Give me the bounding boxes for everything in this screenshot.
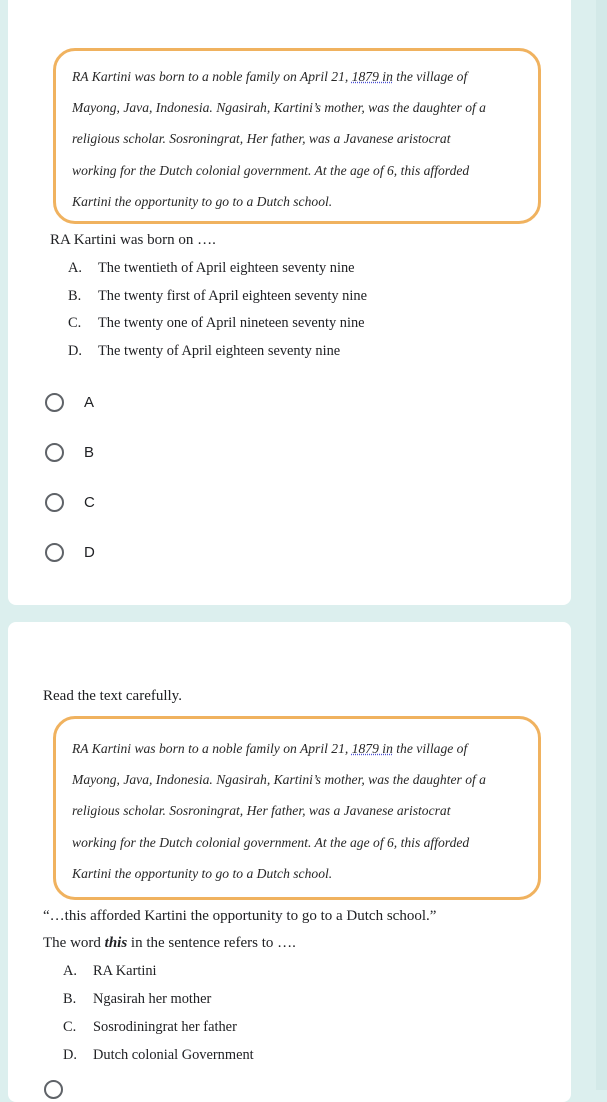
page-edge bbox=[596, 0, 607, 1090]
choice-a[interactable] bbox=[45, 389, 94, 415]
passage-line: RA Kartini was born to a noble family on April 21, 1879 in the village of bbox=[72, 741, 468, 756]
choice-label-a: A bbox=[84, 393, 95, 411]
quoted-sentence: “…this afforded Kartini the opportunity to go to a Dutch school.” bbox=[43, 908, 437, 924]
passage-line: working for the Dutch colonial government. At the age of 6, this afforded bbox=[72, 834, 470, 850]
choice-b[interactable] bbox=[45, 439, 94, 465]
option-text-c: C. Sosrodiningrat her father bbox=[63, 1019, 237, 1035]
option-text-a: A. The twentieth of April eighteen seventy nine bbox=[68, 260, 355, 276]
choice-label-d: D bbox=[84, 543, 95, 561]
question-text: The word this in the sentence refers to …. bbox=[43, 935, 296, 951]
radio-button-b[interactable] bbox=[45, 443, 64, 462]
passage-line: Mayong, Java, Indonesia. Ngasirah, Kartini’s mother, was the daughter of a bbox=[72, 772, 486, 788]
passage-line: Kartini the opportunity to go to a Dutch school. bbox=[72, 865, 333, 881]
choice-label-b: B bbox=[84, 443, 95, 461]
option-text-a: A. RA Kartini bbox=[63, 963, 157, 979]
radio-button-a[interactable] bbox=[45, 393, 64, 412]
reading-passage bbox=[53, 48, 541, 224]
passage-line: RA Kartini was born to a noble family on April 21, 1879 in the village of bbox=[72, 69, 468, 84]
option-text-c: C. The twenty one of April nineteen seventy nine bbox=[68, 315, 365, 331]
reading-passage bbox=[53, 716, 541, 900]
passage-line: working for the Dutch colonial government. At the age of 6, this afforded bbox=[72, 162, 470, 178]
choice-c[interactable] bbox=[45, 489, 95, 515]
passage-line: religious scholar. Sosroningrat, Her father, was a Javanese aristocrat bbox=[72, 131, 451, 147]
question-card-2 bbox=[8, 622, 571, 1102]
choice-label-c: C bbox=[84, 493, 95, 511]
option-text-d: D. The twenty of April eighteen seventy nine bbox=[68, 343, 341, 359]
option-text-d: D. Dutch colonial Government bbox=[63, 1047, 254, 1063]
question-card-1 bbox=[8, 0, 571, 605]
radio-button-c[interactable] bbox=[45, 493, 64, 512]
option-text-b: B. Ngasirah her mother bbox=[63, 991, 212, 1007]
option-text-b: B. The twenty first of April eighteen seventy nine bbox=[68, 288, 367, 304]
instruction-text: Read the text carefully. bbox=[43, 688, 182, 704]
question-text: RA Kartini was born on …. bbox=[50, 232, 216, 248]
passage-line: Mayong, Java, Indonesia. Ngasirah, Kartini’s mother, was the daughter of a bbox=[72, 100, 486, 116]
passage-line: religious scholar. Sosroningrat, Her father, was a Javanese aristocrat bbox=[72, 803, 451, 819]
passage-line: Kartini the opportunity to go to a Dutch school. bbox=[72, 193, 333, 209]
radio-button-d[interactable] bbox=[45, 543, 64, 562]
choice-d[interactable] bbox=[45, 539, 95, 565]
